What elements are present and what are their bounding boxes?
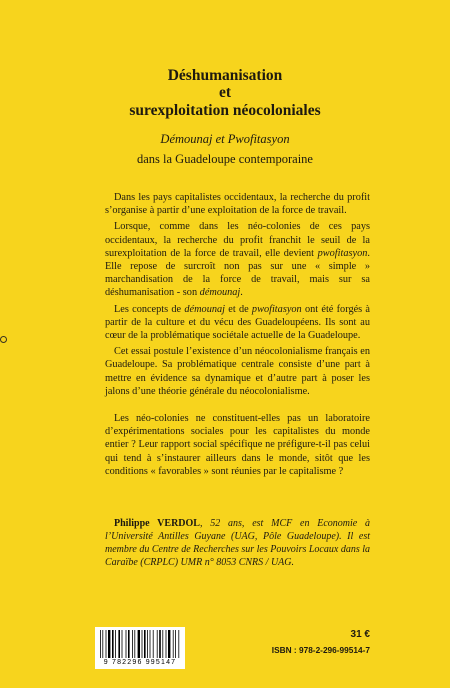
price-label: 31 € (350, 629, 370, 640)
isbn-label: ISBN : 978-2-296-99514-7 (271, 645, 370, 655)
blurb-term-demounaj: démounaj (184, 303, 225, 315)
author-bio (105, 517, 370, 569)
blurb-term-demounaj: démounaj (199, 287, 241, 299)
blurb-paragraph-2 (105, 220, 370, 299)
blurb-text-run: Les concepts de (114, 303, 185, 315)
blurb-text-run: . Elle repose de surcroît non pas sur une « simple » marchandisation de la force de travail, mais sur sa déshumanisation - son (105, 247, 370, 299)
blurb-term-pwofitasyon: pwofitasyon (317, 247, 368, 259)
blurb-text-run: Les néo-colonies ne constituent-elles pas un laboratoire d’expérimentations sociales pour les capitalistes du monde entier ? Leur rapport social spécifique ne préfigure-t-il pas celui qui tend à s’instaurer ailleurs dans le monde, sitôt que les conditions « favorables » sont réunies par le capitalisme ? (105, 413, 370, 477)
blurb-text-run: Dans les pays capitalistes occidentaux, la recherche du profit s’organise à partir d’une exploitation de la force de travail. (105, 192, 370, 217)
barcode (95, 627, 185, 669)
title-line-3: surexploitation néocoloniales (129, 102, 321, 119)
registration-mark-icon (0, 336, 7, 343)
blurb-paragraph-1 (105, 191, 370, 217)
subtitle-location: dans la Guadeloupe contemporaine (137, 152, 313, 166)
blurb-paragraph-3 (105, 303, 370, 343)
blurb-text-run: Lorsque, comme dans les néo-colonies de ces pays occidentaux, la recherche du profit franchit le seuil de la surexploitation de la force de travail, elle devient (105, 221, 370, 259)
blurb-paragraph-5 (105, 412, 370, 478)
blurb-text-run: et de (225, 303, 252, 315)
blurb-text-run: ont été forgés à partir de la culture et du vécu des Guadeloupéens. Ils sont au cœur de la problématique sociétale actuelle de la Guadeloupe. (105, 303, 371, 342)
blurb-text-run: . (240, 287, 243, 299)
title-line-2: et (218, 84, 232, 101)
barcode-digits: 9 782296 995147 (103, 659, 177, 666)
blurb-term-pwofitasyon: pwofitasyon (251, 303, 302, 315)
author-name: Philippe VERDOL (114, 518, 200, 529)
title-line-1: Déshumanisation (167, 67, 283, 84)
blurb-text-run: Cet essai postule l’existence d’un néocolonialisme français en Guadeloupe. Sa problématique centrale consiste d’une part à mettre en évidence sa dynamique et d’autre part à poser les jalons d’une théorie générale du néocolonialisme. (105, 346, 370, 397)
blurb-paragraph-4 (105, 345, 370, 398)
blurb-text (105, 191, 370, 481)
author-bio-text: , 52 ans, est MCF en Economie à l’Université Antilles Guyane (UAG, Pôle Guadeloupe). Il est membre du Centre de Recherches sur les Pouvoirs Locaux dans la Caraïbe (CRPLC) UMR n° 8053 CNRS / UAG. (105, 518, 370, 568)
subtitle-italic: Démounaj et Pwofitasyon (160, 132, 290, 146)
barcode-bars-icon (99, 630, 181, 658)
